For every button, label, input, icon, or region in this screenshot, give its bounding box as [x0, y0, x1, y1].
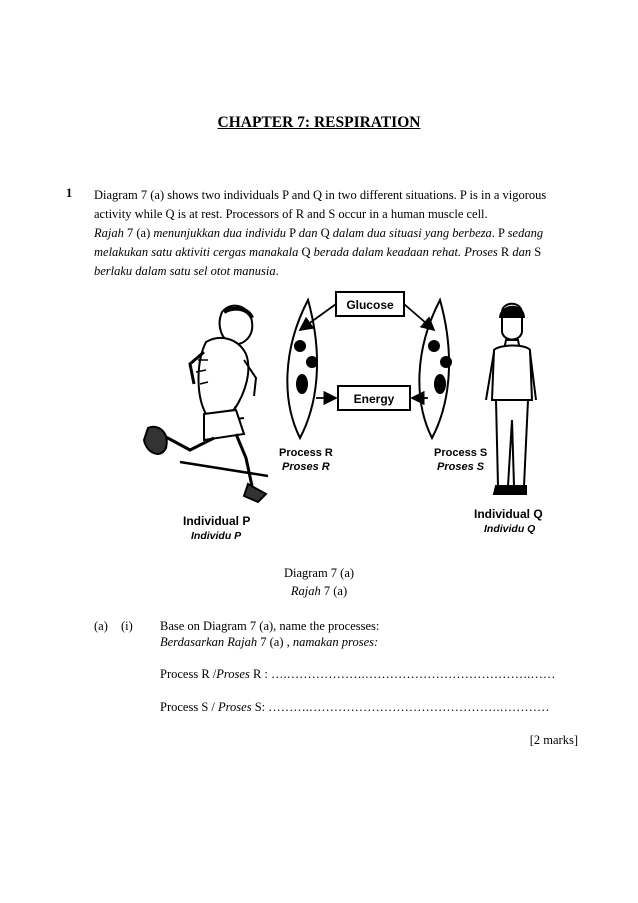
question-text-en: Diagram 7 (a) shows two individuals P and Q in two different situations. P is in a vigorous activity while Q is at rest. Processors of R and S occur in a human muscle cell. [94, 188, 547, 221]
glucose-label: Glucose [346, 298, 394, 312]
answer-line-process-r: Process R /Proses R : ….……………….………………………………….…… [160, 667, 556, 681]
diagram-caption-en: Diagram 7 (a) [283, 566, 355, 580]
marks-label: [2 marks] [529, 733, 578, 747]
process-arrows [300, 304, 434, 398]
energy-label: Energy [353, 392, 395, 406]
process-r-label: Process R [279, 447, 333, 459]
answer-line-process-s: Process S / Proses S: ……….……………………………………….………… [160, 700, 550, 714]
proses-s-label: Proses S [437, 461, 485, 473]
diagram-caption-my: Rajah 7 (a) [290, 584, 348, 598]
individual-p-label: Individual P [183, 514, 251, 528]
proses-r-label: Proses R [282, 461, 330, 473]
chapter-title: CHAPTER 7: RESPIRATION [217, 114, 421, 131]
standing-person-illustration [486, 304, 536, 494]
question-text-my: Rajah 7 (a) menunjukkan dua individu P dan Q dalam dua situasi yang berbeza. P sedang melakukan satu aktiviti cergas manakala Q berada dalam keadaan rehat. Proses R dan S berlaku dalam satu sel otot manusia. [94, 226, 544, 278]
individual-q-label: Individual Q [474, 507, 543, 521]
question-number: 1 [66, 186, 73, 200]
individu-q-label: Individu Q [484, 523, 536, 535]
individu-p-label: Individu P [191, 530, 242, 542]
part-a-sub-label: (i) [121, 619, 133, 633]
part-a-label: (a) [94, 619, 108, 633]
part-a-instruction-my: Berdasarkan Rajah 7 (a) , namakan proses: [160, 635, 379, 649]
running-person-illustration [144, 306, 268, 502]
process-s-label: Process S [434, 447, 488, 459]
part-a-instruction: Base on Diagram 7 (a), name the processes: [160, 619, 380, 633]
